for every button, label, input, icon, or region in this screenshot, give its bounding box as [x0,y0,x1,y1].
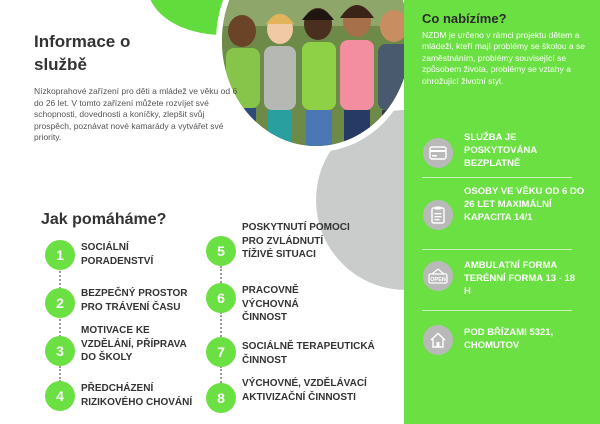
offer-item-label: OSOBY VE VĚKU OD 6 DO 26 LET MAXIMÁLNÍ KAPACITA 14/1 [464,186,585,223]
open-sign-icon [423,261,453,291]
step-label: SOCIÁLNĚ TERAPEUTICKÁ ČINNOST [242,341,375,366]
step-label: PŘEDCHÁZENÍ RIZIKOVÉHO CHOVÁNÍ [81,383,193,408]
offer-description: NZDM je určeno v rámci projektu dětem a mládeži, kteří mají problémy se školou a se zaměstnáním, problémy související se způsobem života, problémy se vztahy a ohrožující životní styl. [422,30,585,86]
step-number: 1 [45,240,75,270]
offer-item-label: SLUŽBA JE POSKYTOVÁNA BEZPLATNĚ [464,132,537,169]
step-connector [59,319,61,337]
info-description: Nízkoprahové zařízení pro děti a mládež ve věku od 6 do 26 let. V tomto zařízení můžete rozvíjet své schopnosti, dovednosti a koníčky, zlepšit svůj prospěch, poznávat nové kamarády a vytvářet své priority. [34,86,238,143]
step-number: 4 [45,381,75,411]
step-connector [59,366,61,382]
step-number: 7 [206,337,236,367]
offer-divider [422,310,572,311]
step-number: 3 [45,336,75,366]
step-label: MOTIVACE KE VZDĚLÁNÍ, PŘÍPRAVA DO ŠKOLY [81,325,187,363]
offer-title: Co nabízíme? [422,11,507,26]
help-title: Jak pomáháme? [41,211,167,228]
step-label: VÝCHOVNÉ, VZDĚLÁVACÍ AKTIVIZAČNÍ ČINNOSTI [242,378,367,403]
step-label: PRACOVNĚ VÝCHOVNÁ ČINNOST [242,285,299,323]
step-label: POSKYTNUTÍ POMOCI PRO ZVLÁDNUTÍ TÍŽIVÉ SITUACI [242,222,350,260]
step-connector [220,266,222,283]
step-connector [220,312,222,337]
offer-divider [422,249,572,250]
step-number: 6 [206,283,236,313]
card-icon [423,138,453,168]
svg-text:OPEN: OPEN [430,277,446,283]
step-number: 2 [45,288,75,318]
step-connector [220,366,222,383]
step-number: 5 [206,236,236,266]
offer-divider [422,177,572,178]
house-icon [423,325,453,355]
offer-item-label: POD BŘÍZAMI 5321, CHOMUTOV [464,327,554,351]
step-connector [59,271,61,289]
offer-item-label: AMBULATNÍ FORMA TERÉNNÍ FORMA 13 - 18 H [464,260,576,297]
info-title: Informace o službě [34,32,131,74]
step-number: 8 [206,383,236,413]
clipboard-icon [423,200,453,230]
step-label: SOCIÁLNÍ PORADENSTVÍ [81,242,154,267]
step-label: BEZPEČNÝ PROSTOR PRO TRÁVENÍ ČASU [81,288,188,313]
